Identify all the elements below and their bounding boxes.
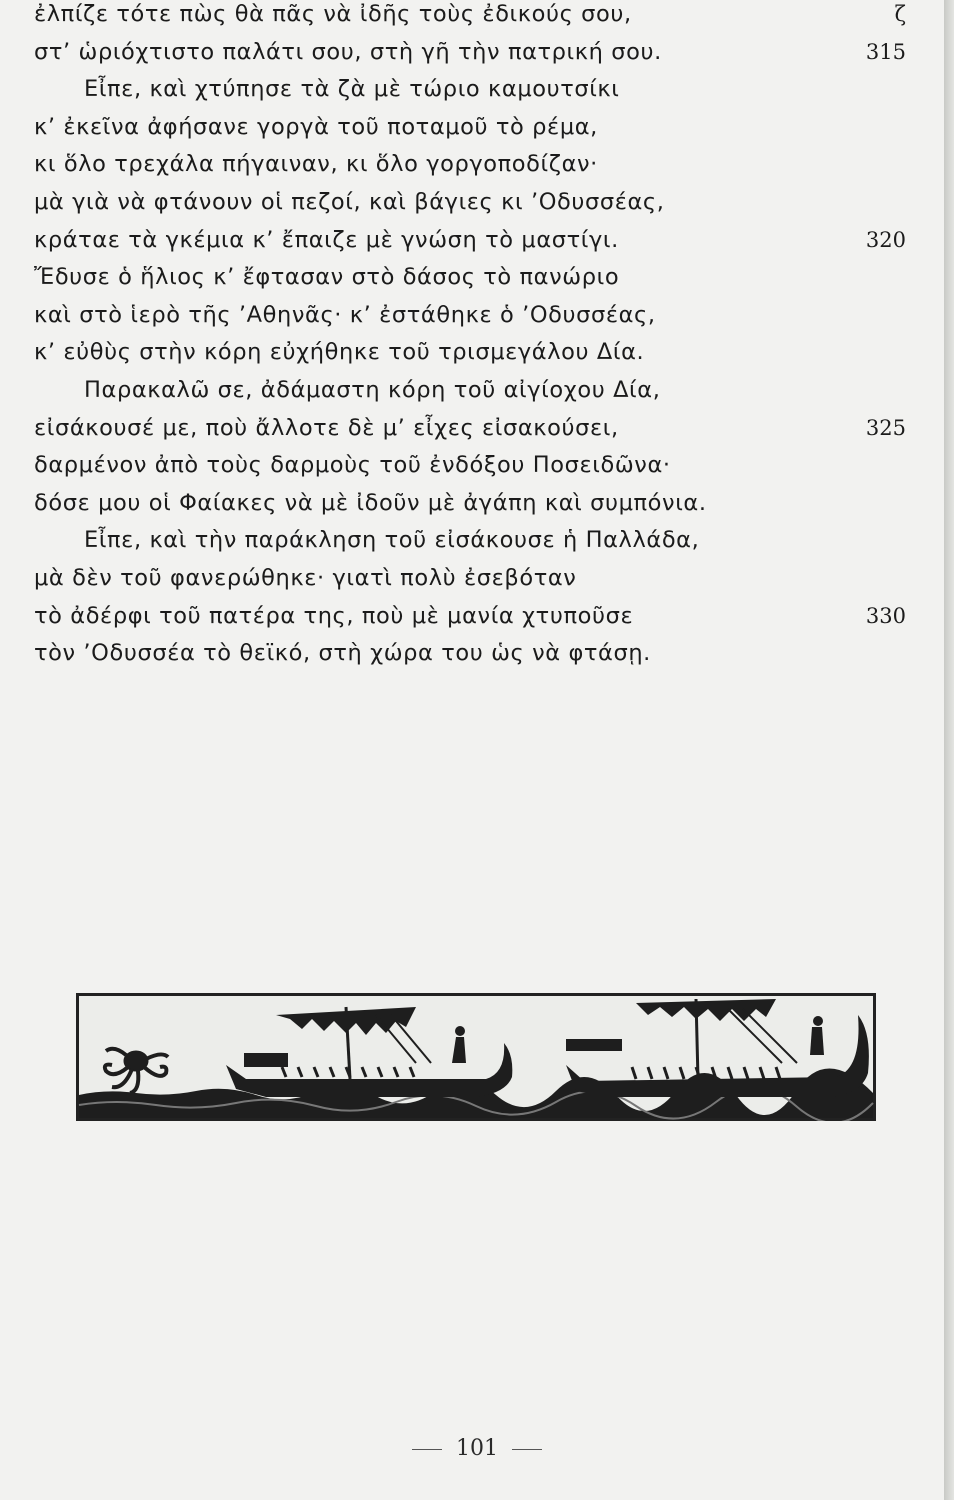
text-line-content: στ’ ὡριόχτιστο παλάτι σου, στὴ γῆ τὴν πατρική σου. <box>34 38 662 65</box>
text-line-content: καὶ στὸ ἱερὸ τῆς ’Αθηνᾶς· κ’ ἐστάθηκε ὁ ’Οδυσσέας, <box>34 301 656 328</box>
text-line-content: μὰ γιὰ νὰ φτάνουν οἱ πεζοί, καὶ βάγιες κι ’Οδυσσέας, <box>34 189 665 215</box>
text-line-content: κ’ εὐθὺς στὴν κόρη εὐχήθηκε τοῦ τρισμεγάλου Δία. <box>34 339 645 366</box>
text-line-content: μὰ δὲν τοῦ φανερώθηκε· γιατὶ πολὺ ἐσεβόταν <box>34 565 577 591</box>
text-line-content: τὸ ἀδέρφι τοῦ πατέρα της, ποὺ μὲ μανία χτυποῦσε <box>34 602 634 629</box>
text-line-content: εἰσάκουσέ με, ποὺ ἄλλοτε δὲ μ’ εἶχες εἰσακούσει, <box>34 414 619 441</box>
ship-frieze-illustration <box>76 993 876 1121</box>
text-line-content: κράταε τὰ γκέμια κ’ ἔπαιζε μὲ γνώση τὸ μαστίγι. <box>34 226 619 253</box>
text-line-content: Παρακαλῶ σε, ἀδάμαστη κόρη τοῦ αἰγίοχου Δία, <box>84 377 661 403</box>
dash-decoration <box>512 1449 542 1450</box>
page-number <box>0 1436 944 1461</box>
text-line-content: δόσε μου οἱ Φαίακες νὰ μὲ ἰδοῦν μὲ ἀγάπη καὶ συμπόνια. <box>34 489 707 516</box>
text-line-content: Εἶπε, καὶ τὴν παράκληση τοῦ εἰσάκουσε ἡ Παλλάδα, <box>84 527 700 554</box>
line-number: 315 <box>865 39 906 64</box>
text-line-content: Ἔδυσε ὁ ἥλιος κ’ ἔφτασαν στὸ δάσος τὸ πανώριο <box>34 264 620 291</box>
line-number: 325 <box>865 415 906 440</box>
text-line-content: κ’ ἐκεῖνα ἀφήσανε γοργὰ τοῦ ποταμοῦ τὸ ρέμα, <box>34 113 598 140</box>
text-line-content: κι ὅλο τρεχάλα πήγαιναν, κι ὅλο γοργοποδίζαν· <box>34 151 598 178</box>
text-line-content: τὸν ’Οδυσσέα τὸ θεϊκό, στὴ χώρα του ὡς νὰ φτάσῃ. <box>34 640 651 667</box>
page-number-text: 101 <box>456 1436 498 1461</box>
line-number: ζ <box>894 2 906 26</box>
line-number: 320 <box>865 227 906 252</box>
text-line-content: Εἶπε, καὶ χτύπησε τὰ ζὰ μὲ τώριο καμουτσίκι <box>84 76 620 103</box>
page-edge <box>944 0 954 1500</box>
line-number: 330 <box>865 603 906 628</box>
text-line-content: δαρμένον ἀπὸ τοὺς δαρμοὺς τοῦ ἐνδόξου Ποσειδῶνα· <box>34 452 671 479</box>
dash-decoration <box>412 1449 442 1450</box>
text-line-content: ἐλπίζε τότε πὼς θὰ πᾶς νὰ ἰδῆς τοὺς ἐδικούς σου, <box>34 1 632 27</box>
